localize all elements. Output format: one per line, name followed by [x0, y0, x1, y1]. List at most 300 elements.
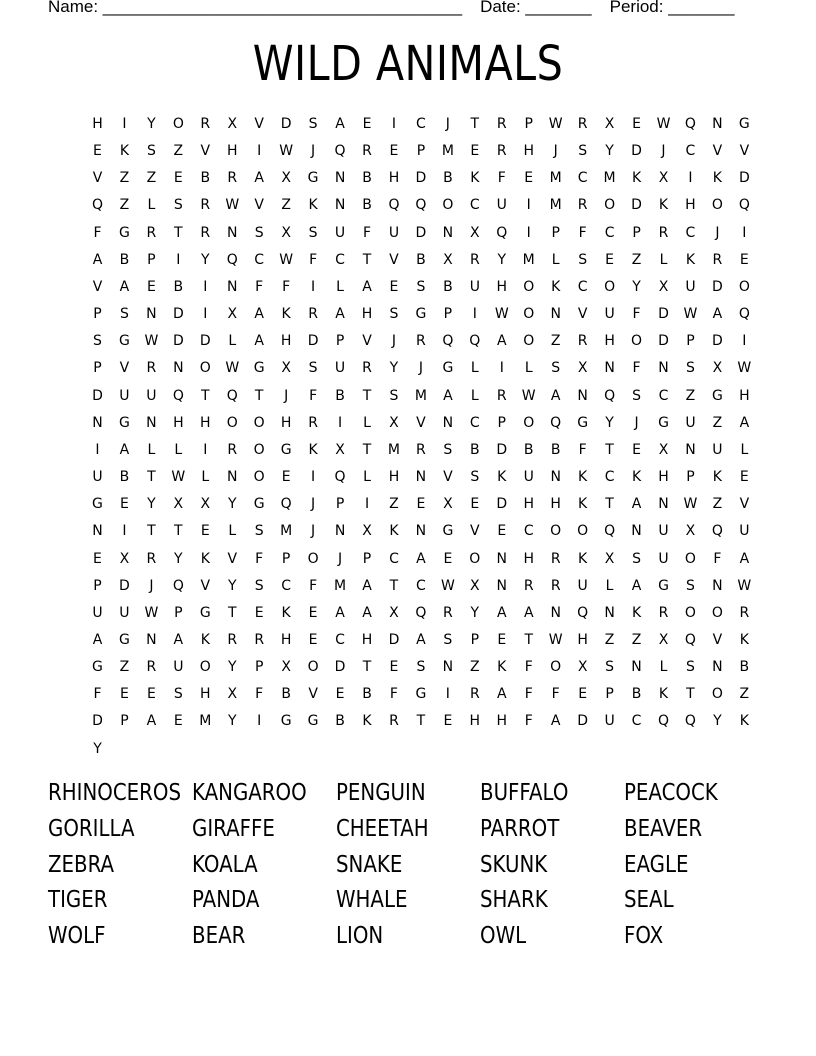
- grid-letter[interactable]: C: [335, 251, 345, 268]
- grid-letter[interactable]: P: [362, 550, 372, 567]
- grid-letter[interactable]: Q: [684, 631, 696, 648]
- grid-letter[interactable]: C: [416, 577, 426, 594]
- grid-letter[interactable]: A: [496, 604, 507, 621]
- grid-letter[interactable]: T: [362, 659, 372, 676]
- grid-letter[interactable]: N: [92, 414, 103, 431]
- grid-letter[interactable]: R: [416, 441, 426, 458]
- grid-letter[interactable]: X: [389, 604, 399, 621]
- grid-letter[interactable]: X: [281, 360, 291, 377]
- grid-letter[interactable]: E: [632, 441, 641, 458]
- grid-letter[interactable]: K: [200, 550, 210, 567]
- grid-letter[interactable]: B: [281, 686, 291, 703]
- grid-letter[interactable]: X: [281, 659, 291, 676]
- grid-letter[interactable]: D: [280, 116, 292, 132]
- grid-letter[interactable]: R: [146, 224, 157, 241]
- grid-letter[interactable]: Y: [470, 604, 480, 621]
- grid-letter[interactable]: L: [147, 197, 156, 214]
- grid-letter[interactable]: E: [739, 251, 749, 268]
- grid-letter[interactable]: B: [443, 278, 453, 295]
- grid-letter[interactable]: V: [712, 143, 723, 160]
- grid-letter[interactable]: S: [308, 116, 318, 132]
- grid-letter[interactable]: H: [226, 143, 238, 160]
- grid-letter[interactable]: W: [144, 333, 159, 350]
- grid-letter[interactable]: G: [119, 333, 130, 350]
- grid-letter[interactable]: I: [742, 333, 747, 350]
- grid-letter[interactable]: E: [739, 469, 749, 486]
- grid-letter[interactable]: K: [389, 523, 399, 540]
- grid-letter[interactable]: E: [362, 116, 372, 132]
- grid-letter[interactable]: R: [362, 143, 372, 160]
- grid-letter[interactable]: T: [362, 251, 372, 268]
- grid-letter[interactable]: O: [253, 441, 265, 458]
- grid-letter[interactable]: L: [363, 469, 371, 486]
- grid-letter[interactable]: R: [308, 306, 318, 323]
- grid-letter[interactable]: A: [739, 550, 750, 567]
- grid-letter[interactable]: S: [686, 659, 695, 676]
- grid-letter[interactable]: H: [280, 414, 292, 431]
- grid-letter[interactable]: O: [684, 550, 696, 567]
- grid-letter[interactable]: Z: [631, 251, 642, 268]
- grid-letter[interactable]: W: [144, 604, 159, 621]
- grid-letter[interactable]: F: [309, 387, 318, 404]
- grid-letter[interactable]: R: [416, 333, 426, 350]
- grid-letter[interactable]: Q: [577, 604, 589, 621]
- grid-letter[interactable]: S: [93, 333, 102, 350]
- grid-letter[interactable]: B: [173, 278, 184, 295]
- grid-letter[interactable]: R: [146, 659, 157, 676]
- grid-letter[interactable]: O: [523, 333, 535, 350]
- grid-letter[interactable]: R: [227, 441, 238, 458]
- grid-letter[interactable]: X: [658, 170, 669, 187]
- grid-letter[interactable]: U: [469, 278, 480, 295]
- grid-letter[interactable]: A: [119, 441, 130, 458]
- grid-letter[interactable]: W: [656, 116, 671, 132]
- grid-letter[interactable]: O: [307, 659, 319, 676]
- grid-letter[interactable]: M: [280, 523, 293, 540]
- grid-letter[interactable]: P: [605, 686, 614, 703]
- grid-letter[interactable]: A: [631, 577, 642, 594]
- grid-letter[interactable]: O: [469, 550, 481, 567]
- grid-letter[interactable]: K: [308, 197, 318, 214]
- grid-letter[interactable]: S: [416, 659, 426, 676]
- grid-letter[interactable]: Q: [91, 197, 103, 214]
- grid-letter[interactable]: F: [713, 550, 722, 567]
- grid-letter[interactable]: K: [631, 170, 642, 187]
- grid-letter[interactable]: F: [93, 224, 102, 241]
- grid-letter[interactable]: S: [173, 197, 183, 214]
- grid-letter[interactable]: G: [92, 659, 103, 676]
- grid-letter[interactable]: P: [497, 414, 506, 431]
- grid-letter[interactable]: E: [497, 523, 507, 540]
- grid-letter[interactable]: N: [227, 469, 238, 486]
- grid-letter[interactable]: W: [279, 251, 294, 268]
- grid-letter[interactable]: W: [494, 306, 509, 323]
- grid-letter[interactable]: E: [281, 469, 291, 486]
- grid-letter[interactable]: R: [496, 116, 507, 132]
- grid-letter[interactable]: I: [122, 116, 127, 132]
- grid-letter[interactable]: F: [524, 686, 533, 703]
- grid-letter[interactable]: C: [604, 224, 615, 241]
- grid-letter[interactable]: Q: [334, 143, 346, 160]
- grid-letter[interactable]: Q: [334, 469, 346, 486]
- grid-letter[interactable]: E: [200, 523, 210, 540]
- grid-letter[interactable]: X: [200, 496, 211, 513]
- grid-letter[interactable]: Y: [497, 251, 507, 268]
- grid-letter[interactable]: H: [361, 306, 373, 323]
- grid-letter[interactable]: U: [739, 523, 750, 540]
- grid-letter[interactable]: I: [526, 197, 531, 214]
- grid-letter[interactable]: A: [254, 333, 264, 350]
- grid-letter[interactable]: C: [335, 631, 345, 648]
- grid-letter[interactable]: Q: [469, 333, 481, 350]
- grid-letter[interactable]: L: [524, 360, 533, 377]
- grid-letter[interactable]: R: [496, 387, 507, 404]
- grid-letter[interactable]: D: [658, 333, 669, 350]
- grid-letter[interactable]: V: [119, 360, 130, 377]
- grid-letter[interactable]: N: [550, 604, 561, 621]
- grid-letter[interactable]: V: [200, 143, 211, 160]
- grid-letter[interactable]: R: [712, 251, 723, 268]
- grid-letter[interactable]: P: [93, 306, 102, 323]
- grid-letter[interactable]: M: [334, 577, 347, 594]
- grid-letter[interactable]: X: [577, 360, 588, 377]
- grid-letter[interactable]: B: [335, 387, 345, 404]
- grid-letter[interactable]: S: [254, 523, 264, 540]
- grid-letter[interactable]: N: [658, 360, 669, 377]
- grid-letter[interactable]: Q: [604, 387, 616, 404]
- grid-letter[interactable]: A: [496, 686, 507, 703]
- grid-letter[interactable]: A: [523, 604, 534, 621]
- grid-letter[interactable]: T: [227, 604, 237, 621]
- grid-letter[interactable]: O: [226, 414, 238, 431]
- grid-letter[interactable]: W: [440, 577, 455, 594]
- grid-letter[interactable]: Q: [684, 116, 696, 132]
- grid-letter[interactable]: K: [119, 143, 130, 160]
- grid-letter[interactable]: R: [146, 550, 157, 567]
- grid-letter[interactable]: S: [389, 387, 399, 404]
- grid-letter[interactable]: J: [634, 414, 639, 431]
- grid-letter[interactable]: K: [551, 278, 561, 295]
- grid-letter[interactable]: Z: [712, 414, 723, 431]
- grid-letter[interactable]: I: [526, 224, 531, 241]
- grid-letter[interactable]: K: [739, 631, 749, 648]
- grid-letter[interactable]: G: [415, 306, 427, 323]
- grid-letter[interactable]: X: [173, 496, 184, 513]
- grid-letter[interactable]: U: [577, 577, 588, 594]
- grid-letter[interactable]: N: [550, 306, 561, 323]
- grid-letter[interactable]: D: [415, 170, 427, 187]
- grid-letter[interactable]: R: [469, 251, 480, 268]
- grid-letter[interactable]: Z: [281, 197, 291, 214]
- grid-letter[interactable]: K: [308, 441, 318, 458]
- grid-letter[interactable]: U: [604, 306, 615, 323]
- grid-letter[interactable]: V: [200, 577, 211, 594]
- grid-letter[interactable]: R: [523, 577, 534, 594]
- grid-letter[interactable]: X: [685, 523, 696, 540]
- grid-letter[interactable]: I: [391, 116, 397, 132]
- grid-letter[interactable]: N: [712, 577, 723, 594]
- grid-letter[interactable]: X: [470, 577, 480, 594]
- grid-letter[interactable]: Q: [711, 523, 723, 540]
- grid-letter[interactable]: K: [200, 631, 210, 648]
- grid-letter[interactable]: G: [119, 631, 130, 648]
- grid-letter[interactable]: V: [362, 333, 372, 350]
- grid-letter[interactable]: R: [550, 550, 561, 567]
- grid-letter[interactable]: S: [146, 143, 156, 160]
- grid-letter[interactable]: H: [658, 469, 669, 486]
- grid-letter[interactable]: X: [362, 523, 372, 540]
- grid-letter[interactable]: O: [253, 469, 265, 486]
- grid-letter[interactable]: F: [524, 713, 533, 730]
- grid-letter[interactable]: G: [307, 713, 319, 730]
- grid-letter[interactable]: Q: [172, 577, 184, 594]
- grid-letter[interactable]: O: [523, 278, 535, 295]
- grid-letter[interactable]: F: [255, 686, 264, 703]
- grid-letter[interactable]: T: [416, 713, 426, 730]
- grid-letter[interactable]: K: [497, 469, 507, 486]
- grid-letter[interactable]: U: [604, 713, 615, 730]
- grid-letter[interactable]: X: [577, 659, 588, 676]
- grid-letter[interactable]: F: [389, 686, 398, 703]
- grid-letter[interactable]: E: [254, 604, 264, 621]
- grid-letter[interactable]: V: [389, 251, 399, 268]
- grid-letter[interactable]: S: [389, 306, 399, 323]
- grid-letter[interactable]: X: [227, 116, 238, 132]
- grid-letter[interactable]: V: [739, 143, 750, 160]
- grid-letter[interactable]: C: [416, 116, 426, 132]
- grid-letter[interactable]: W: [225, 360, 240, 377]
- grid-letter[interactable]: H: [361, 631, 373, 648]
- grid-letter[interactable]: U: [92, 604, 103, 621]
- grid-letter[interactable]: K: [578, 550, 588, 567]
- grid-letter[interactable]: P: [335, 333, 345, 350]
- grid-letter[interactable]: X: [604, 550, 615, 567]
- grid-letter[interactable]: R: [658, 604, 669, 621]
- grid-letter[interactable]: B: [200, 170, 211, 187]
- grid-letter[interactable]: U: [334, 360, 346, 377]
- grid-letter[interactable]: A: [362, 604, 372, 621]
- grid-letter[interactable]: O: [684, 604, 696, 621]
- grid-letter[interactable]: F: [309, 577, 318, 594]
- grid-letter[interactable]: G: [307, 170, 319, 187]
- grid-letter[interactable]: P: [524, 116, 533, 132]
- grid-letter[interactable]: B: [550, 441, 561, 458]
- grid-letter[interactable]: U: [173, 659, 184, 676]
- grid-letter[interactable]: O: [711, 197, 723, 214]
- grid-letter[interactable]: C: [254, 251, 265, 268]
- grid-letter[interactable]: A: [92, 251, 103, 268]
- grid-letter[interactable]: I: [122, 523, 127, 540]
- grid-letter[interactable]: A: [631, 496, 642, 513]
- grid-letter[interactable]: E: [389, 143, 399, 160]
- grid-letter[interactable]: K: [631, 469, 642, 486]
- grid-letter[interactable]: H: [523, 496, 534, 513]
- grid-letter[interactable]: Q: [657, 713, 669, 730]
- grid-letter[interactable]: S: [443, 441, 453, 458]
- grid-letter[interactable]: D: [658, 306, 669, 323]
- period-field[interactable]: Period: _______: [609, 0, 735, 16]
- grid-letter[interactable]: W: [279, 143, 294, 160]
- grid-letter[interactable]: G: [658, 577, 669, 594]
- grid-letter[interactable]: Y: [713, 713, 722, 730]
- grid-letter[interactable]: Z: [119, 170, 130, 187]
- grid-letter[interactable]: F: [282, 278, 291, 295]
- grid-letter[interactable]: A: [119, 278, 130, 295]
- grid-letter[interactable]: Y: [632, 278, 641, 295]
- grid-letter[interactable]: R: [389, 713, 399, 730]
- grid-letter[interactable]: L: [551, 251, 560, 268]
- grid-letter[interactable]: K: [739, 713, 749, 730]
- grid-letter[interactable]: X: [470, 224, 480, 241]
- grid-letter[interactable]: D: [172, 306, 184, 323]
- grid-letter[interactable]: Q: [496, 224, 508, 241]
- grid-letter[interactable]: Q: [738, 306, 750, 323]
- grid-letter[interactable]: E: [93, 143, 102, 160]
- grid-letter[interactable]: K: [578, 469, 588, 486]
- grid-letter[interactable]: R: [496, 143, 507, 160]
- grid-letter[interactable]: Y: [227, 496, 237, 513]
- grid-letter[interactable]: C: [281, 577, 292, 594]
- grid-letter[interactable]: U: [658, 550, 669, 567]
- grid-letter[interactable]: M: [387, 441, 400, 458]
- grid-letter[interactable]: E: [578, 686, 588, 703]
- date-field[interactable]: Date: _______: [480, 0, 592, 16]
- grid-letter[interactable]: D: [388, 631, 400, 648]
- grid-letter[interactable]: O: [523, 414, 535, 431]
- grid-letter[interactable]: W: [521, 387, 536, 404]
- grid-letter[interactable]: T: [389, 577, 399, 594]
- grid-letter[interactable]: V: [92, 170, 103, 187]
- grid-letter[interactable]: Z: [470, 659, 480, 676]
- grid-letter[interactable]: N: [227, 278, 238, 295]
- grid-letter[interactable]: A: [254, 170, 264, 187]
- grid-letter[interactable]: S: [686, 360, 695, 377]
- grid-letter[interactable]: D: [712, 278, 723, 295]
- grid-letter[interactable]: O: [738, 278, 750, 295]
- grid-letter[interactable]: Q: [550, 414, 562, 431]
- grid-letter[interactable]: T: [605, 496, 614, 513]
- grid-letter[interactable]: C: [469, 414, 480, 431]
- grid-letter[interactable]: B: [470, 441, 480, 458]
- grid-letter[interactable]: J: [311, 496, 316, 513]
- grid-letter[interactable]: D: [119, 577, 130, 594]
- grid-letter[interactable]: O: [604, 197, 616, 214]
- grid-letter[interactable]: M: [414, 387, 427, 404]
- grid-letter[interactable]: W: [548, 631, 563, 648]
- grid-letter[interactable]: A: [496, 333, 507, 350]
- grid-letter[interactable]: G: [119, 224, 130, 241]
- grid-letter[interactable]: E: [120, 686, 129, 703]
- grid-letter[interactable]: R: [443, 604, 453, 621]
- grid-letter[interactable]: L: [147, 441, 156, 458]
- grid-letter[interactable]: A: [362, 577, 372, 594]
- grid-letter[interactable]: U: [496, 197, 507, 214]
- grid-letter[interactable]: I: [257, 713, 262, 730]
- grid-letter[interactable]: U: [92, 469, 103, 486]
- grid-letter[interactable]: D: [738, 170, 750, 187]
- grid-letter[interactable]: V: [254, 116, 264, 132]
- grid-letter[interactable]: G: [442, 523, 454, 540]
- grid-letter[interactable]: V: [92, 278, 103, 295]
- grid-letter[interactable]: H: [388, 469, 400, 486]
- grid-letter[interactable]: A: [254, 306, 264, 323]
- grid-letter[interactable]: B: [335, 713, 345, 730]
- grid-letter[interactable]: H: [604, 333, 615, 350]
- grid-letter[interactable]: K: [712, 170, 722, 187]
- grid-letter[interactable]: D: [415, 224, 427, 241]
- grid-letter[interactable]: I: [257, 143, 262, 160]
- grid-letter[interactable]: S: [470, 469, 480, 486]
- grid-letter[interactable]: L: [659, 659, 668, 676]
- grid-letter[interactable]: R: [550, 577, 561, 594]
- grid-letter[interactable]: U: [658, 523, 669, 540]
- grid-letter[interactable]: F: [578, 441, 587, 458]
- grid-letter[interactable]: F: [362, 224, 372, 241]
- grid-letter[interactable]: L: [363, 414, 371, 431]
- grid-letter[interactable]: N: [496, 577, 508, 594]
- grid-letter[interactable]: C: [631, 713, 642, 730]
- grid-letter[interactable]: J: [311, 143, 316, 160]
- grid-letter[interactable]: C: [658, 387, 669, 404]
- grid-letter[interactable]: F: [524, 659, 533, 676]
- grid-letter[interactable]: E: [605, 251, 615, 268]
- grid-letter[interactable]: Z: [550, 333, 561, 350]
- grid-letter[interactable]: T: [147, 469, 156, 486]
- grid-letter[interactable]: Y: [605, 414, 614, 431]
- grid-letter[interactable]: Z: [146, 170, 157, 187]
- grid-letter[interactable]: Q: [604, 523, 616, 540]
- grid-letter[interactable]: X: [335, 441, 345, 458]
- grid-letter[interactable]: D: [577, 713, 589, 730]
- grid-letter[interactable]: G: [658, 414, 669, 431]
- grid-letter[interactable]: B: [739, 659, 750, 676]
- grid-letter[interactable]: U: [712, 441, 723, 458]
- grid-letter[interactable]: I: [742, 224, 747, 241]
- grid-letter[interactable]: W: [171, 469, 186, 486]
- grid-letter[interactable]: A: [550, 713, 561, 730]
- grid-letter[interactable]: R: [739, 604, 750, 621]
- grid-letter[interactable]: S: [119, 306, 129, 323]
- grid-letter[interactable]: U: [334, 224, 346, 241]
- grid-letter[interactable]: U: [119, 387, 130, 404]
- grid-letter[interactable]: C: [685, 143, 696, 160]
- grid-letter[interactable]: G: [415, 686, 427, 703]
- grid-letter[interactable]: K: [362, 713, 372, 730]
- grid-letter[interactable]: W: [683, 496, 698, 513]
- grid-letter[interactable]: O: [442, 197, 454, 214]
- grid-letter[interactable]: J: [149, 577, 154, 594]
- grid-letter[interactable]: R: [658, 224, 669, 241]
- grid-letter[interactable]: C: [577, 170, 588, 187]
- grid-letter[interactable]: X: [281, 170, 291, 187]
- grid-letter[interactable]: V: [227, 550, 238, 567]
- grid-letter[interactable]: K: [281, 306, 291, 323]
- grid-letter[interactable]: P: [470, 631, 480, 648]
- grid-letter[interactable]: P: [335, 496, 345, 513]
- grid-letter[interactable]: E: [470, 143, 480, 160]
- grid-letter[interactable]: I: [95, 441, 100, 458]
- grid-letter[interactable]: N: [334, 170, 346, 187]
- grid-letter[interactable]: F: [255, 278, 264, 295]
- grid-letter[interactable]: U: [685, 414, 696, 431]
- grid-letter[interactable]: U: [146, 387, 157, 404]
- grid-letter[interactable]: E: [335, 686, 345, 703]
- grid-letter[interactable]: Z: [712, 496, 723, 513]
- grid-letter[interactable]: Q: [172, 387, 184, 404]
- grid-letter[interactable]: W: [683, 306, 698, 323]
- grid-letter[interactable]: T: [605, 441, 614, 458]
- grid-letter[interactable]: W: [548, 116, 563, 132]
